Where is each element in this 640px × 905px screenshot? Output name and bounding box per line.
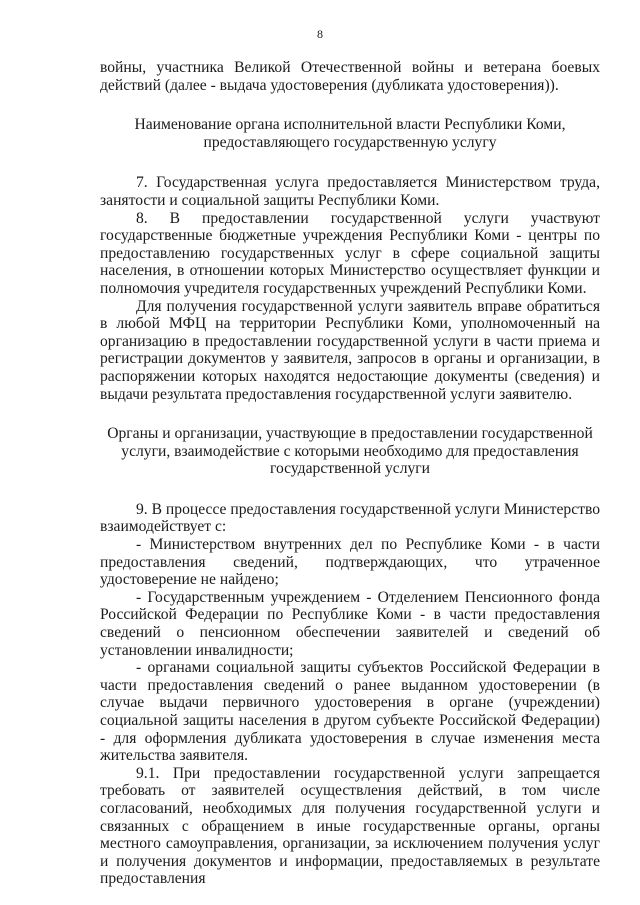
section-heading-participating-bodies xyxy=(100,425,600,478)
heading-line: Наименование органа исполнительной власти Республики Коми, xyxy=(134,116,566,134)
paragraph-8: 8. В предоставлении государственной услуги участвуют государственные бюджетные учреждения Республики Коми - центры по предоставлению государственных услуг в сфере социальной защиты населения, в отношении которых Министерство осуществляет функции и полномочия учредителя государственных учреждений Республики Коми. xyxy=(100,209,600,297)
document-body xyxy=(100,59,600,888)
list-item-social-protection: - органами социальной защиты субъектов Российской Федерации в части предоставления сведений о ранее выданном удостоверении (в случае выдачи первичного удостоверения в органе (учреждении) социальной защиты населения в другом субъекте Российской Федерации) - для оформления дубликата удостоверения в случае изменения места жительства заявителя. xyxy=(100,659,600,765)
page-number: 8 xyxy=(317,27,323,41)
paragraph-intro: войны, участника Великой Отечественной войны и ветерана боевых действий (далее - выдача удостоверения (дубликата удостоверения)). xyxy=(100,59,600,94)
heading-line: государственной услуги xyxy=(269,460,431,478)
paragraph-9-1: 9.1. При предоставлении государственной услуги запрещается требовать от заявителей осуществления действий, в том числе согласований, необходимых для получения государственной услуги и связанных с обращением в иные государственные органы, органы местного самоуправления, организации, за исключением получения услуг и получения документов и информации, предоставляемых в результате предоставления xyxy=(100,764,600,888)
paragraph-7: 7. Государственная услуга предоставляется Министерством труда, занятости и социальной защиты Республики Коми. xyxy=(100,174,600,209)
paragraph-9: 9. В процессе предоставления государственной услуги Министерство взаимодействует с: xyxy=(100,500,600,536)
list-item-mvd: - Министерством внутренних дел по Республике Коми - в части предоставления сведений, подтверждающих, что утраченное удостоверение не найдено; xyxy=(100,536,600,589)
heading-line: Органы и организации, участвующие в предоставлении государственной xyxy=(107,425,593,443)
heading-line: услуги, взаимодействие с которыми необходимо для предоставления xyxy=(121,442,579,460)
section-heading-executive-body xyxy=(100,116,600,151)
heading-line: предоставляющего государственную услугу xyxy=(203,133,497,151)
list-item-pension-fund: - Государственным учреждением - Отделением Пенсионного фонда Российской Федерации по Республике Коми - в части предоставления сведений о пенсионном обеспечении заявителей и сведений об установлении инвалидности; xyxy=(100,588,600,659)
paragraph-8-mfc: Для получения государственной услуги заявитель вправе обратиться в любой МФЦ на территории Республики Коми, уполномоченный на организацию в предоставлении государственной услуги в части приема и регистрации документов у заявителя, запросов в органы и организации, в распоряжении которых находятся недостающие документы (сведения) и выдачи результата предоставления государственной услуги заявителю. xyxy=(100,297,600,403)
